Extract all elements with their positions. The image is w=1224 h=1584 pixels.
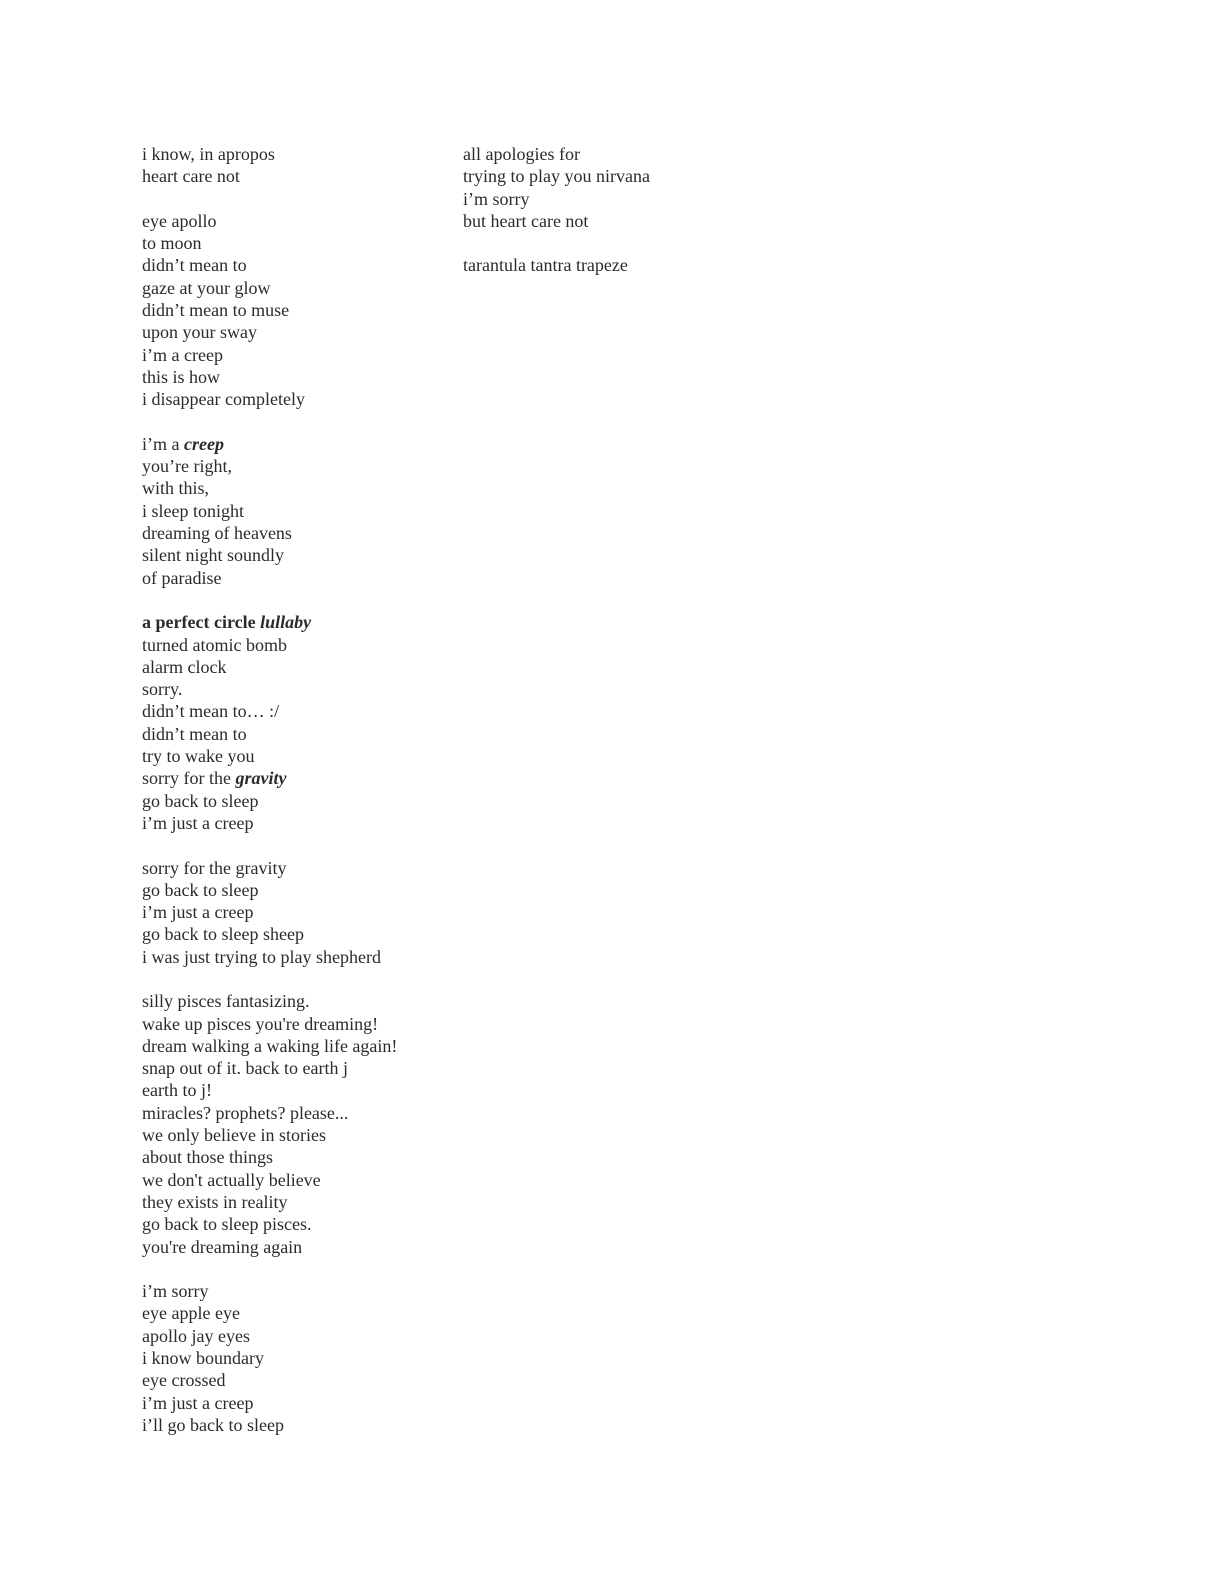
poem-line: i sleep tonight: [142, 500, 244, 521]
stanza-break: [142, 968, 442, 990]
poem-line: sorry for the gravity: [142, 857, 287, 878]
left-column: [142, 143, 442, 1436]
heading-bold: a perfect circle: [142, 612, 261, 633]
stanza-break: [142, 834, 442, 856]
poem-line: all apologies for: [463, 144, 580, 164]
line-prefix: i’m a: [142, 433, 184, 454]
poem-line: but heart care not: [463, 210, 589, 231]
poem-line: i know boundary: [142, 1348, 264, 1369]
poem-line: go back to sleep: [142, 879, 259, 900]
poem-line: gaze at your glow: [142, 277, 271, 298]
right-column: [463, 143, 783, 277]
poem-line: i’m sorry: [463, 188, 530, 209]
poem-line: i know, in apropos: [142, 144, 275, 164]
poem-line: trying to play you nirvana: [463, 166, 650, 187]
poem-line: dream walking a waking life again!: [142, 1035, 398, 1056]
poem-line: earth to j!: [142, 1080, 212, 1101]
poem-line: you're dreaming again: [142, 1236, 303, 1257]
stanza-heading: [142, 611, 442, 633]
poem-line: go back to sleep sheep: [142, 924, 304, 945]
poem-line: go back to sleep pisces.: [142, 1214, 312, 1235]
poem-line: didn’t mean to: [142, 723, 247, 744]
poem-line: miracles? prophets? please...: [142, 1102, 349, 1123]
poem-line: we only believe in stories: [142, 1125, 326, 1146]
poem-line: i’m just a creep: [142, 902, 254, 923]
poem-line: eye apollo: [142, 210, 217, 231]
poem-line: they exists in reality: [142, 1191, 288, 1212]
poem-line-gravity: [142, 767, 442, 789]
poem-line: this is how: [142, 366, 221, 387]
poem-line: didn’t mean to… :/: [142, 701, 280, 722]
poem-line: try to wake you: [142, 746, 255, 767]
poem-line: upon your sway: [142, 322, 257, 343]
poem-line: of paradise: [142, 567, 222, 588]
poem-line: to moon: [142, 233, 202, 254]
poem-line: alarm clock: [142, 656, 227, 677]
poem-line: turned atomic bomb: [142, 634, 287, 655]
poem-line: i disappear completely: [142, 389, 305, 410]
poem-line: with this,: [142, 478, 210, 499]
emphasis-lullaby: lullaby: [260, 612, 312, 633]
poem-line: about those things: [142, 1147, 273, 1168]
poem-line: apollo jay eyes: [142, 1325, 250, 1346]
poem-line: eye crossed: [142, 1370, 226, 1391]
poem-line: didn’t mean to muse: [142, 300, 290, 321]
poem-line: wake up pisces you're dreaming!: [142, 1013, 379, 1034]
poem-line: heart care not: [142, 166, 240, 187]
poem-line-creep: [142, 433, 442, 455]
stanza-break: [142, 589, 442, 611]
stanza-break: [463, 232, 783, 254]
poem-line: i’m a creep: [142, 344, 223, 365]
poem-line: dreaming of heavens: [142, 523, 292, 544]
emphasis-gravity: gravity: [235, 768, 287, 789]
poem-line: eye apple eye: [142, 1303, 240, 1324]
poem-line: didn’t mean to: [142, 255, 247, 276]
line-prefix: sorry for the: [142, 768, 236, 789]
poem-line: tarantula tantra trapeze: [463, 255, 628, 276]
stanza-break: [142, 411, 442, 433]
poem-line: i’m just a creep: [142, 1392, 254, 1413]
poem-line: go back to sleep: [142, 790, 259, 811]
stanza-break: [142, 188, 442, 210]
emphasis-creep: creep: [184, 433, 224, 454]
poem-line: i’ll go back to sleep: [142, 1414, 284, 1435]
stanza-break: [142, 1258, 442, 1280]
poem-line: you’re right,: [142, 456, 232, 477]
poem-line: snap out of it. back to earth j: [142, 1058, 348, 1079]
poem-line: silent night soundly: [142, 545, 285, 566]
poem-line: silly pisces fantasizing.: [142, 991, 310, 1012]
poem-line: i’m just a creep: [142, 812, 254, 833]
poem-line: sorry.: [142, 679, 183, 700]
poem-line: i’m sorry: [142, 1281, 209, 1302]
poem-line: we don't actually believe: [142, 1169, 321, 1190]
poem-line: i was just trying to play shepherd: [142, 946, 381, 967]
